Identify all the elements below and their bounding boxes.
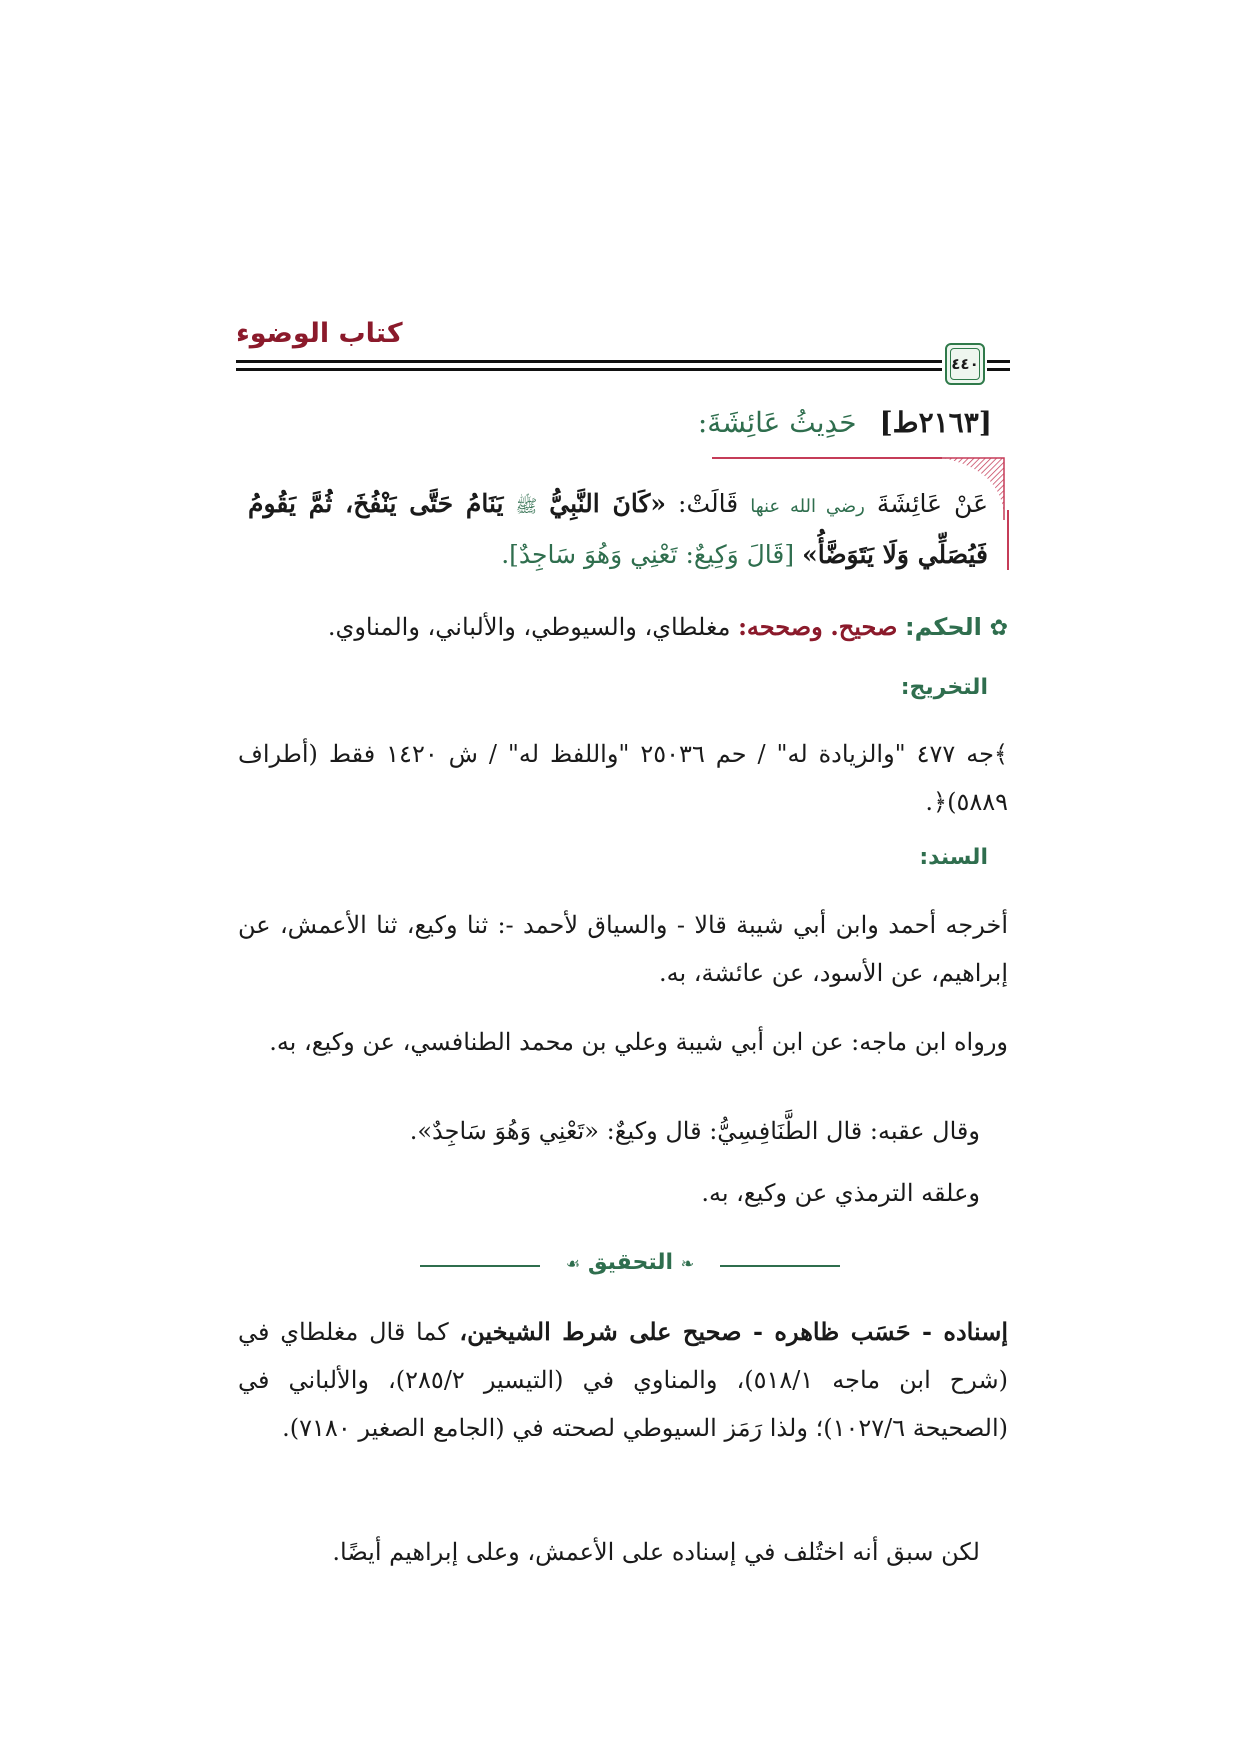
prophet-honor-glyph: ﷺ [515,496,538,517]
authenticated-label: وصححه: [738,612,823,641]
box-top-line [712,457,942,459]
sanad-paragraph: أخرجه أحمد وابن أبي شيبة قالا - والسياق لأحمد -: ثنا وكيع، ثنا الأعمش، عن إبراهيم، عن الأسود، عن عائشة، به. [238,911,1008,987]
page-number-badge [945,343,985,385]
authenticators: مغلطاي، والسيوطي، والألباني، والمناوي. [327,613,731,641]
header-rule [236,368,942,371]
tahqiq-paragraph [238,1308,1008,1452]
page-number: ٤٤٠ [950,348,980,380]
header-rule [987,368,1010,371]
hadith-addition: [قَالَ وَكِيعٌ: تَعْنِي وَهُوَ سَاجِدٌ]. [501,540,795,569]
book-title: كتاب الوضوء [236,318,403,349]
hadith-matn [248,480,988,579]
tahqiq-bold: إسناده - حَسَب ظاهره - صحيح على شرط الشيخين، [459,1317,1008,1346]
takhrij-text: ﴾جه ٤٧٧ "والزيادة له" / حم ٢٥٠٣٦ "واللفظ له" / ش ١٤٢٠ فقط (أطراف ٥٨٨٩)﴿. [238,740,1008,816]
matn-part-1: «كَانَ النَّبِيُّ [549,489,667,518]
hadith-title: حَدِيثُ عَائِشَةَ: [697,406,857,439]
sanad-label: السند: [919,845,988,870]
ornament-icon: ☙ [565,1254,581,1273]
box-side-line [1007,510,1009,570]
sanad-paragraph: وعلقه الترمذي عن وكيع، به. [701,1179,980,1207]
ruling-verdict: صحيح. [830,612,898,641]
hadith-box [232,450,1012,586]
ornament-icon: ❧ [680,1254,695,1273]
matn-part-2: يَنَامُ حَتَّى يَنْفُخَ، ثُمَّ يَقُومُ فَيُصَلِّي وَلَا يَتَوَضَّأُ» [248,489,988,569]
narrator-honor-glyph: رضي الله عنها [750,496,865,517]
flower-ornament-icon: ✿ [989,616,1008,641]
page-header [236,318,1010,390]
sanad-paragraph: وقال عقبه: قال الطَّنَافِسِيُّ: قال وكيعٌ: «تَعْنِي وَهُوَ سَاجِدٌ». [409,1117,980,1145]
tahqiq-divider [420,1250,840,1282]
tahqiq-label: التحقيق [587,1250,674,1275]
header-rule [236,360,942,363]
ruling-line [238,603,1008,653]
takhrij-label: التخريج: [900,675,988,700]
tahqiq-heading [420,1250,840,1275]
sanad-paragraph: ورواه ابن ماجه: عن ابن أبي شيبة وعلي بن محمد الطنافسي، عن وكيع، به. [269,1028,1008,1056]
narrator-intro: عَنْ عَائِشَةَ [876,489,988,518]
ruling-label: الحكم: [905,613,982,641]
header-rule [987,360,1010,363]
hadith-number: [٢١٦٣ط] [879,406,992,439]
said: قَالَتْ: [678,489,739,518]
tahqiq-paragraph: لكن سبق أنه اختُلف في إسناده على الأعمش، وعلى إبراهيم أيضًا. [332,1538,980,1566]
tahqiq-rest: كما قال مغلطاي في (شرح ابن ماجه ٥١٨/١)، والمناوي في (التيسير ٢٨٥/٢)، والألباني في (الصحيحة ١٠٢٧/٦)؛ ولذا رَمَز السيوطي لصحته في (الجامع الصغير ٧١٨٠). [238,1318,1008,1442]
hadith-heading [698,406,992,439]
